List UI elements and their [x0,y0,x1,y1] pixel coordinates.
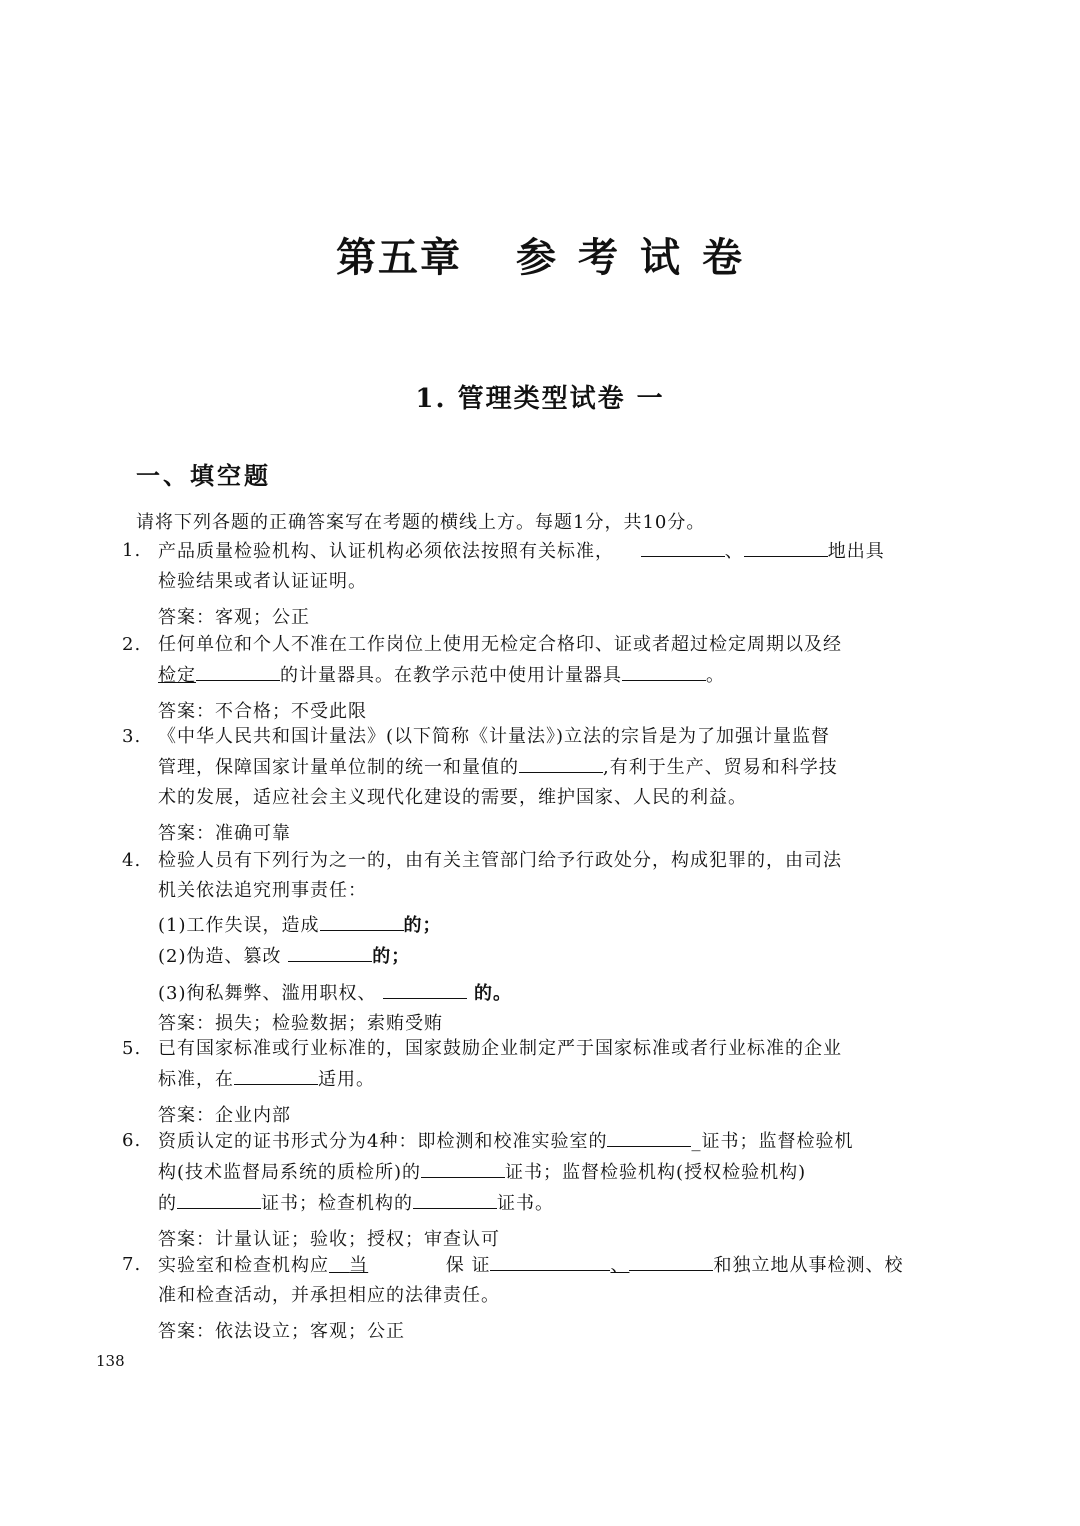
answer-blank[interactable] [383,978,467,999]
answer-blank[interactable] [490,1250,610,1271]
answer-blank[interactable] [629,1250,713,1271]
answer-blank[interactable] [744,536,828,557]
sub-item: (2)伪造、篡改 的； [158,941,952,972]
answer-blank[interactable] [421,1157,505,1178]
answer-blank[interactable] [607,1126,691,1147]
answer-text: 答案：准确可靠 [158,823,291,844]
sub-item: (1)工作失误，造成 的； [158,910,952,941]
answer-text: 答案：依法设立；客观；公正 [158,1321,405,1342]
answer-text: 答案：企业内部 [158,1105,291,1126]
page-number: 138 [96,1352,125,1370]
answer-blank[interactable] [177,1188,261,1209]
question-2: 2. 任何单位和个人不准在工作岗位上使用无检定合格印、证或者超过检定周期以及经 检定 的计量器具。在教学示范中使用计量器具 。 答案：不合格；不受此限 [122,630,952,727]
answer-blank[interactable] [234,1064,318,1085]
chapter-title: 第五章 参 考 试 卷 [336,234,744,281]
answer-text: 答案：计量认证；验收；授权；审查认可 [158,1229,500,1250]
answer-text: 答案：不合格；不受此限 [158,701,367,722]
answer-blank[interactable] [413,1188,497,1209]
answer-blank[interactable] [622,660,706,681]
part-title: 一、填空题 [136,461,271,490]
answer-blank[interactable] [519,752,603,773]
section-title: 1. 管理类型试卷 一 [415,384,665,414]
question-4: 4. 检验人员有下列行为之一的，由有关主管部门给予行政处分，构成犯罪的，由司法 机关依法追究刑事责任： (1)工作失误，造成 的； (2)伪造、篡改 的； (3)徇私舞弊、滥用职权、 的。 答案：损失；检验数据；索贿受贿 [122,846,952,1039]
answer-text: 答案：客观；公正 [158,607,310,628]
answer-blank[interactable] [641,536,725,557]
question-3: 3. 《中华人民共和国计量法》(以下简称《计量法》)立法的宗旨是为了加强计量监督 管理，保障国家计量单位制的统一和量值的 ,有利于生产、贸易和科学技 术的发展，适应社会主义现代化建设的需要，维护国家、人民的利益。 答案：准确可靠 [122,722,952,849]
sub-item: (3)徇私舞弊、滥用职权、 的。 [158,978,952,1009]
question-6: 6. 资质认定的证书形式分为4种：即检测和校准实验室的 _证书；监督检验机 构(技术监督局系统的质检所)的 证书；监督检验机构(授权检验机构) 的 证书；检查机构的 证书。 答案：计量认证；验收；授权；审查认可 [122,1126,952,1255]
question-7: 7. 实验室和检查机构应 当 保 证 、 和独立地从事检测、校 准和检查活动，并承担相应的法律责任。 答案：依法设立；客观；公正 [122,1250,952,1347]
answer-blank[interactable] [196,660,280,681]
answer-text: 答案：损失；检验数据；索贿受贿 [158,1013,443,1034]
answer-blank[interactable] [288,941,372,962]
question-1: 1. 产品质量检验机构、认证机构必须依法按照有关标准， 、 地出具 检验结果或者认证证明。 答案：客观；公正 [122,536,952,633]
instruction-text: 请将下列各题的正确答案写在考题的横线上方。每题1分，共10分。 [136,512,706,533]
answer-blank[interactable] [320,910,404,931]
question-5: 5. 已有国家标准或行业标准的，国家鼓励企业制定严于国家标准或者行业标准的企业 标准，在 适用。 答案：企业内部 [122,1034,952,1131]
